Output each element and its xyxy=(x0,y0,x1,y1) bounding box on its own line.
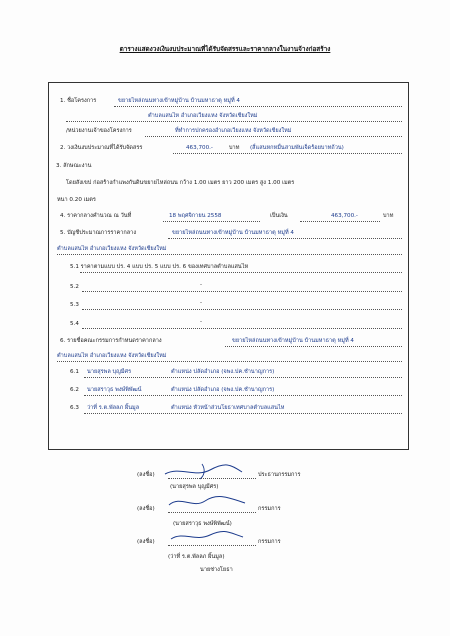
signature-3-sign: (ลงชื่อ) xyxy=(137,539,155,545)
item5-2-value: - xyxy=(200,282,203,288)
item6-1-no: 6.1 xyxy=(70,369,79,375)
item1-unit-label: /หน่วยงานเจ้าของโครงการ xyxy=(66,128,132,134)
item1-unit-value: ที่ทำการปกครองอำเภอเวียงแหง จังหวัดเชียงใหม่ xyxy=(175,128,292,134)
item6-1-name: นายสุรพล บุญมีศร xyxy=(87,369,132,375)
item4-amount: 463,700.- xyxy=(331,213,358,219)
dotted-line xyxy=(84,377,402,378)
dotted-line xyxy=(82,291,402,292)
item1-value-2: ตำบลแสนไห อำเภอเวียงแหง จังหวัดเชียงใหม่ xyxy=(148,113,258,119)
item4-date: 18 พฤศจิกายน 2558 xyxy=(169,213,222,219)
item2-unit: บาท xyxy=(229,145,240,151)
item4-label: 4. ราคากลางคำนวณ ณ วันที่ xyxy=(60,213,132,219)
item6-3-no: 6.3 xyxy=(70,405,79,411)
signature-3-subtitle: นายช่างโยธา xyxy=(200,567,233,573)
dotted-line xyxy=(300,221,380,222)
dotted-line xyxy=(84,395,402,396)
dotted-line xyxy=(82,309,402,310)
item1-label: 1. ชื่อโครงการ xyxy=(60,98,97,104)
signature-2-role: กรรมการ xyxy=(258,506,281,512)
dotted-line xyxy=(80,272,402,273)
signature-1-name: (นายสุรพล บุญมีศร) xyxy=(170,484,219,490)
signature-1-sign: (ลงชื่อ) xyxy=(137,472,155,478)
dotted-line xyxy=(225,346,402,347)
item6-2-no: 6.2 xyxy=(70,387,79,393)
signature-2-name: (นายสราวุธ พงษ์พิพัฒน์) xyxy=(173,521,232,527)
dotted-line xyxy=(163,221,260,222)
item1-value: ขยายไหล่ถนนทางเข้าหมู่บ้าน บ้านมหาธาตุ หมู่ที่ 4 xyxy=(118,98,240,104)
dotted-line xyxy=(168,545,256,546)
signature-1-role: ประธานกรรมการ xyxy=(258,472,301,478)
signature-3-name: (ว่าที่ ร.ต.พัลลภ ผิ้นมูล) xyxy=(168,554,225,560)
item5-label: 5. บัญชีประมาณการราคากลาง xyxy=(60,230,137,236)
item6-1-position: ตำแหน่ง ปลัดอำเภอ (จพง.ปค.ชำนาญการ) xyxy=(171,369,275,375)
item5-value: ขยายไหล่ถนนทางเข้าหมู่บ้าน บ้านมหาธาตุ หมู่ที่ 4 xyxy=(172,230,294,236)
signature-3-role: กรรมการ xyxy=(258,539,281,545)
signature-scribble-2 xyxy=(165,492,255,512)
dotted-line xyxy=(66,121,402,122)
dotted-line xyxy=(114,106,402,107)
item2-value: 463,700.- xyxy=(186,145,213,151)
item3-text: โดยสังเขป ก่อสร้างกำแพงกันดินขยายไหล่ถนน กว้าง 1.00 เมตร ยาว 200 เมตร สูง 1.00 เมตร xyxy=(66,180,295,186)
item5-2: 5.2 xyxy=(70,284,79,290)
item5-4: 5.4 xyxy=(70,321,79,327)
dotted-line xyxy=(173,153,402,154)
dotted-line xyxy=(168,512,256,513)
item3-label: 3. ลักษณะงาน xyxy=(56,163,92,169)
dotted-line xyxy=(57,361,402,362)
item6-3-position: ตำแหน่ง หัวหน้าส่วนโยธาเทศบาลตำบลแสนไห xyxy=(171,405,285,411)
page-title: ตารางแสดงวงเงินงบประมาณที่ได้รับจัดสรรและราคากลางในงานจ้างก่อสร้าง xyxy=(119,45,331,53)
item6-label: 6. รายชื่อคณะกรรมการกำหนดราคากลาง xyxy=(60,338,162,344)
item4-mid: เป็นเงิน xyxy=(270,213,288,219)
item6-2-name: นายสราวุธ พงษ์พิพัฒน์ xyxy=(87,387,142,393)
item5-3-value: - xyxy=(200,300,203,306)
item6-value: ขยายไหล่ถนนทางเข้าหมู่บ้าน บ้านมหาธาตุ หมู่ที่ 4 xyxy=(232,338,354,344)
item2-label: 2. วงเงินงบประมาณที่ได้รับจัดสรร xyxy=(60,145,143,151)
item3-text-2: หนา 0.20 เมตร xyxy=(57,197,96,203)
item5-4-value: - xyxy=(200,319,203,325)
item5-1: 5.1 ราคาตามแบบ ปร. 4 แบบ ปร. 5 แบบ ปร. 6 ของเทศบาลตำบลแสนไห xyxy=(70,264,249,270)
signature-2-sign: (ลงชื่อ) xyxy=(137,506,155,512)
dotted-line xyxy=(168,478,256,479)
item6-2-position: ตำแหน่ง ปลัดอำเภอ (จพง.ปค.ชำนาญการ) xyxy=(171,387,275,393)
dotted-line xyxy=(168,238,402,239)
dotted-line xyxy=(82,328,402,329)
item2-words: (สี่แสนหกหมื่นสามพันเจ็ดร้อยบาทถ้วน) xyxy=(250,145,344,151)
item6-3-name: ว่าที่ ร.ต.พัลลภ ผิ้นมูล xyxy=(87,405,140,411)
item5-value-2: ตำบลแสนไห อำเภอเวียงแหง จังหวัดเชียงใหม่ xyxy=(57,246,167,252)
signature-scribble-3 xyxy=(165,527,255,545)
dotted-line xyxy=(84,413,402,414)
item5-3: 5.3 xyxy=(70,302,79,308)
dotted-line xyxy=(57,254,402,255)
item4-unit: บาท xyxy=(383,213,394,219)
item6-value-2: ตำบลแสนไห อำเภอเวียงแหง จังหวัดเชียงใหม่ xyxy=(57,353,167,359)
dotted-line xyxy=(145,136,402,137)
